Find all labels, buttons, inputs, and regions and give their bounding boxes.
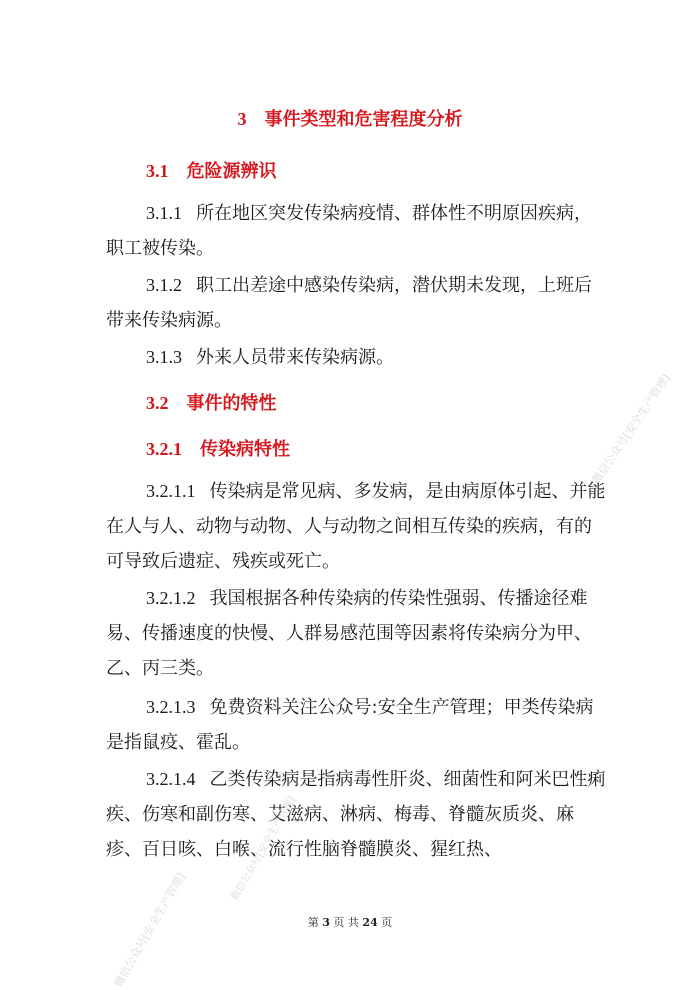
section-title: 事件的特性 bbox=[186, 393, 277, 414]
paragraph-3-2-1-1 bbox=[106, 474, 606, 579]
paragraph-3-2-1-2 bbox=[106, 581, 606, 686]
section-number: 3.2 bbox=[146, 393, 169, 413]
section-number: 3.2.1 bbox=[146, 439, 182, 459]
paragraph-text: 所在地区突发传染病疫情、群体性不明原因疾病，职工被传染。 bbox=[106, 203, 592, 259]
subsection-heading-3-2-1 bbox=[146, 434, 290, 465]
paragraph-3-2-1-3 bbox=[106, 690, 606, 760]
paragraph-3-1-2 bbox=[106, 268, 606, 338]
chapter-heading bbox=[0, 104, 700, 135]
footer-page-number: 3 bbox=[322, 916, 330, 929]
footer-middle: 页 共 bbox=[333, 916, 359, 929]
paragraph-number: 3.2.1.2 bbox=[146, 588, 196, 608]
paragraph-text: 我国根据各种传染病的传染性强弱、传播途径难易、传播速度的快慢、人群易感范围等因素将传染病分为甲、乙、丙三类。 bbox=[106, 588, 592, 679]
section-title: 传染病特性 bbox=[200, 439, 290, 460]
footer-prefix: 第 bbox=[307, 916, 319, 929]
paragraph-number: 3.2.1.4 bbox=[146, 769, 196, 789]
paragraph-number: 3.1.1 bbox=[146, 203, 182, 223]
footer-total-pages: 24 bbox=[362, 916, 378, 929]
chapter-title: 事件类型和危害程度分析 bbox=[264, 109, 463, 130]
watermark-bottom-mid: 微信公众号[安全生产管理] bbox=[229, 794, 298, 903]
paragraph-number: 3.1.2 bbox=[146, 275, 182, 295]
footer-suffix: 页 bbox=[381, 916, 393, 929]
section-number: 3.1 bbox=[146, 161, 169, 181]
paragraph-text: 外来人员带来传染病源。 bbox=[196, 347, 394, 368]
paragraph-3-1-1 bbox=[106, 196, 606, 266]
paragraph-number: 3.1.3 bbox=[146, 347, 182, 367]
paragraph-3-1-3 bbox=[106, 340, 606, 375]
paragraph-3-2-1-4 bbox=[106, 762, 606, 867]
paragraph-number: 3.2.1.1 bbox=[146, 481, 196, 501]
chapter-number: 3 bbox=[237, 109, 247, 129]
section-heading-3-1 bbox=[146, 156, 277, 187]
paragraph-number: 3.2.1.3 bbox=[146, 697, 196, 717]
page-footer bbox=[0, 914, 700, 930]
paragraph-text: 职工出差途中感染传染病，潜伏期未发现，上班后带来传染病源。 bbox=[106, 275, 592, 331]
watermark-bottom-left: 微信公众号[安全生产管理] bbox=[111, 870, 188, 990]
watermark-right: 微信公众号[安全生产管理] bbox=[589, 371, 673, 487]
section-title: 危险源辨识 bbox=[186, 161, 277, 182]
section-heading-3-2 bbox=[146, 388, 277, 419]
paragraph-text: 免费资料关注公众号:安全生产管理；甲类传染病是指鼠疫、霍乱。 bbox=[106, 697, 594, 753]
paragraph-text: 传染病是常见病、多发病，是由病原体引起、并能在人与人、动物与动物、人与动物之间相互传染的疾病，有的可导致后遗症、残疾或死亡。 bbox=[106, 481, 606, 572]
paragraph-text: 乙类传染病是指病毒性肝炎、细菌性和阿米巴性痢疾、伤寒和副伤寒、艾滋病、淋病、梅毒、脊髓灰质炎、麻疹、百日咳、白喉、流行性脑脊髓膜炎、猩红热、 bbox=[106, 769, 606, 860]
